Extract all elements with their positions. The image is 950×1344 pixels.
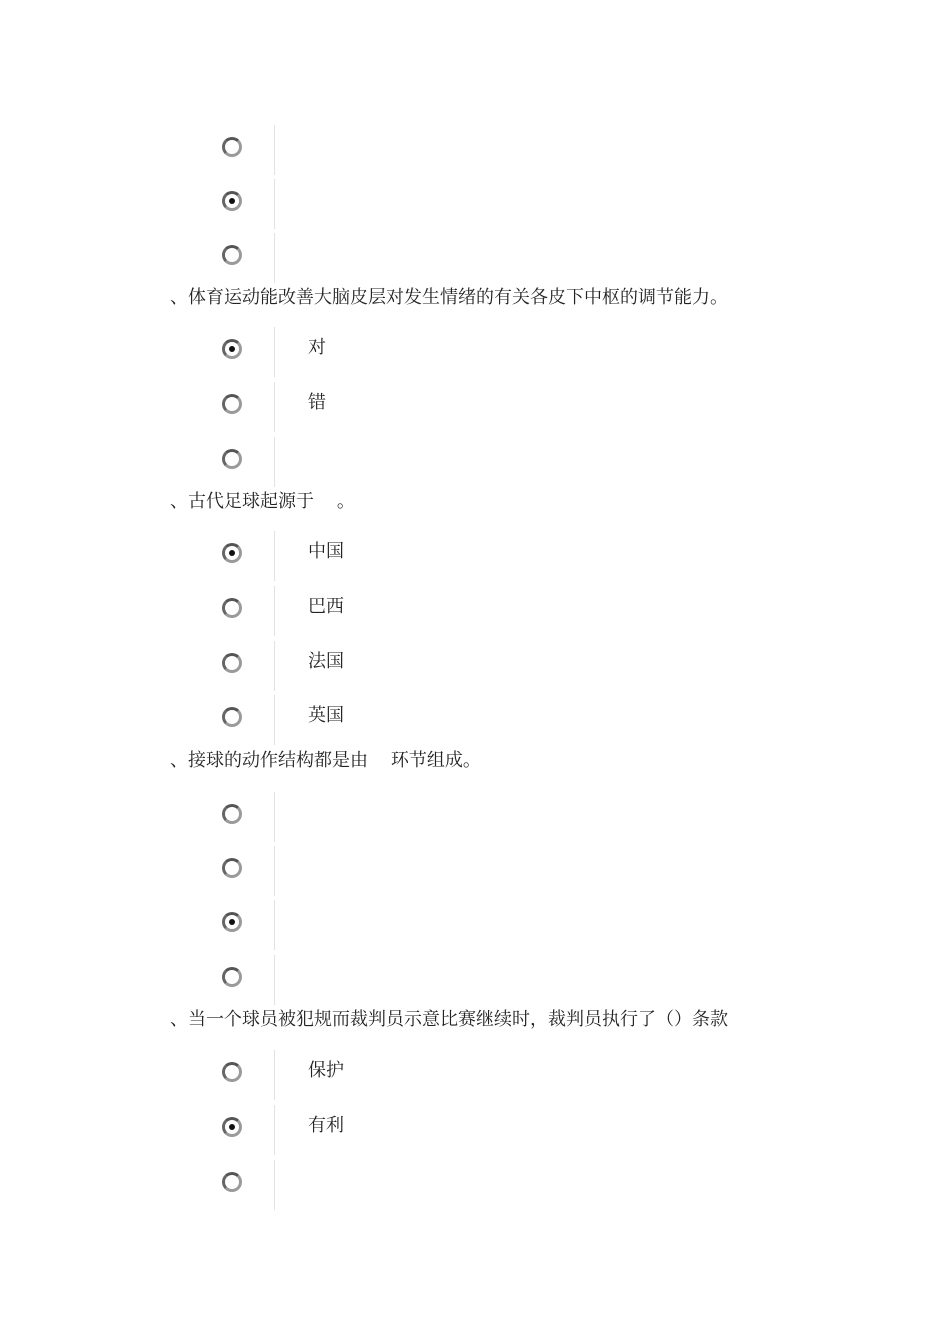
radio-button[interactable]: [222, 191, 242, 211]
option-divider: [274, 531, 275, 581]
radio-button[interactable]: [222, 137, 242, 157]
option-g0-3[interactable]: [218, 233, 518, 283]
option-divider: [274, 233, 275, 283]
radio-button[interactable]: [222, 394, 242, 414]
option-label: 保护: [308, 1060, 344, 1081]
question-text: 、当一个球员被犯规而裁判员示意比赛继续时，裁判员执行了（）条款: [170, 1009, 728, 1030]
option-label: 巴西: [308, 596, 344, 617]
option-divider: [274, 382, 275, 432]
option-divider: [274, 955, 275, 1005]
option-divider: [274, 846, 275, 896]
option-label: 对: [308, 337, 326, 358]
option-g4-3[interactable]: [218, 1160, 518, 1210]
option-g4-2[interactable]: [218, 1105, 518, 1155]
radio-button[interactable]: [222, 339, 242, 359]
option-divider: [274, 437, 275, 487]
option-g3-3[interactable]: [218, 900, 518, 950]
radio-button[interactable]: [222, 967, 242, 987]
option-g3-2[interactable]: [218, 846, 518, 896]
radio-button[interactable]: [222, 245, 242, 265]
question-text: 、接球的动作结构都是由 环节组成。: [170, 750, 481, 771]
option-divider: [274, 792, 275, 842]
option-label: 错: [308, 392, 326, 413]
radio-button[interactable]: [222, 707, 242, 727]
option-g0-1[interactable]: [218, 125, 518, 175]
option-g2-1[interactable]: [218, 531, 518, 581]
radio-button[interactable]: [222, 653, 242, 673]
option-divider: [274, 695, 275, 745]
question-text: 、体育运动能改善大脑皮层对发生情绪的有关各皮下中枢的调节能力。: [170, 287, 728, 308]
option-g2-3[interactable]: [218, 641, 518, 691]
radio-button[interactable]: [222, 912, 242, 932]
option-divider: [274, 179, 275, 229]
radio-button[interactable]: [222, 1062, 242, 1082]
option-g1-1[interactable]: [218, 327, 518, 377]
radio-button[interactable]: [222, 543, 242, 563]
option-g1-2[interactable]: [218, 382, 518, 432]
option-g1-3[interactable]: [218, 437, 518, 487]
option-label: 英国: [308, 705, 344, 726]
option-g4-1[interactable]: [218, 1050, 518, 1100]
radio-button[interactable]: [222, 858, 242, 878]
option-divider: [274, 125, 275, 175]
option-divider: [274, 900, 275, 950]
option-g2-4[interactable]: [218, 695, 518, 745]
option-divider: [274, 1050, 275, 1100]
radio-button[interactable]: [222, 598, 242, 618]
radio-button[interactable]: [222, 449, 242, 469]
option-divider: [274, 327, 275, 377]
option-label: 中国: [308, 541, 344, 562]
option-label: 法国: [308, 651, 344, 672]
option-divider: [274, 1105, 275, 1155]
option-g3-1[interactable]: [218, 792, 518, 842]
radio-button[interactable]: [222, 1172, 242, 1192]
option-g0-2[interactable]: [218, 179, 518, 229]
radio-button[interactable]: [222, 804, 242, 824]
question-text: 、古代足球起源于 。: [170, 491, 355, 512]
option-g2-2[interactable]: [218, 586, 518, 636]
option-g3-4[interactable]: [218, 955, 518, 1005]
option-label: 有利: [308, 1115, 344, 1136]
option-divider: [274, 586, 275, 636]
radio-button[interactable]: [222, 1117, 242, 1137]
option-divider: [274, 641, 275, 691]
option-divider: [274, 1160, 275, 1210]
